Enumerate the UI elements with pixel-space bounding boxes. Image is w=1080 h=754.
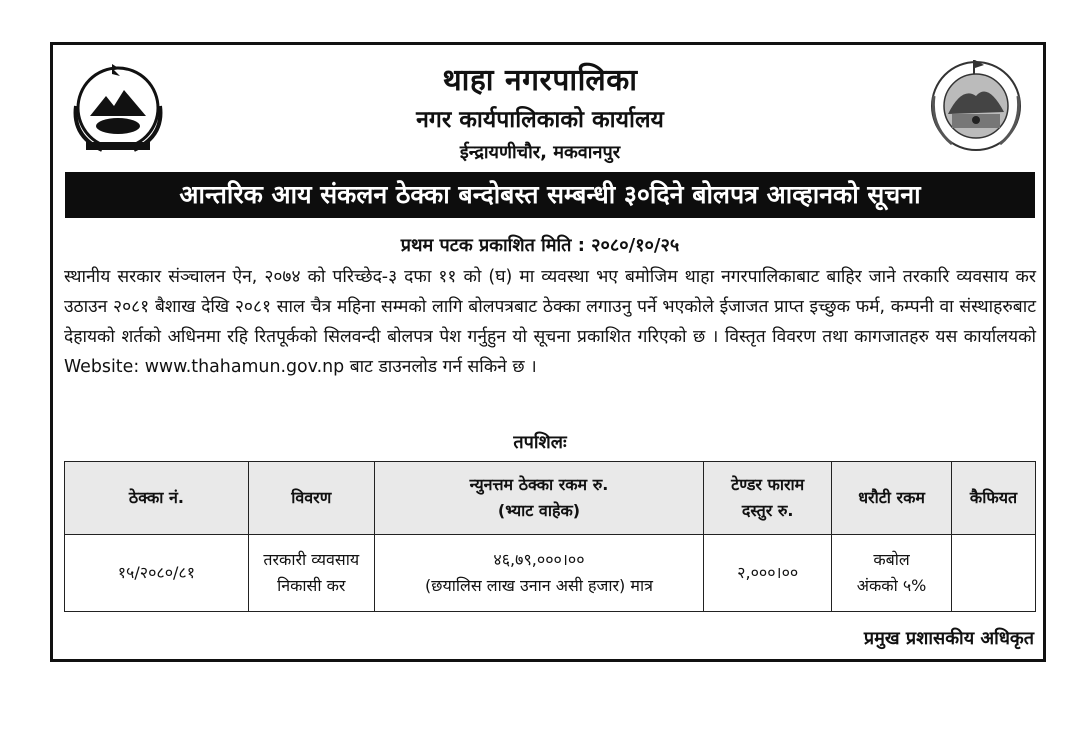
cell-min-amount-words: (छयालिस लाख उनान असी हजार) मात्र (425, 576, 653, 595)
cell-min-amount (374, 535, 704, 612)
header-contract-no: ठेक्का नं. (65, 462, 249, 535)
cell-description-line1: तरकारी व्यवसाय (263, 550, 360, 569)
cell-contract-no: १५/२०८०/८१ (65, 535, 249, 612)
contract-table (64, 461, 1036, 612)
cell-deposit (832, 535, 952, 612)
office-address: ईन्द्रायणीचौर, मकवानपुर (459, 142, 621, 163)
header-min-amount (374, 462, 704, 535)
cell-min-amount-value: ४६,७९,०००।०० (493, 550, 585, 569)
cell-deposit-line2: अंकको ५% (856, 576, 927, 595)
org-name: थाहा नगरपालिका (442, 63, 638, 98)
notice-body: स्थानीय सरकार संञ्चालन ऐन, २०७४ को परिच्छेद-३ दफा ११ को (घ) मा व्यवस्था भए बमोजिम थाहा नगरपालिकाबाट बाहिर जाने तरकारि व्यवसाय कर उठाउन २०८१ बैशाख देखि २०८१ साल चैत्र महिना सम्मको लागि बोलपत्रबाट ठेक्का लगाउनु पर्ने भएकोले ईजाजत प्राप्त इच्छुक फर्म, कम्पनी वा संस्थाहरुबाट देहायको शर्तको अधिनमा रहि रितपूर्कको सिलवन्दी बोलपत्र पेश गर्नुहुन यो सूचना प्रकाशित गरिएको छ । विस्तृत विवरण तथा कागजातहरु यस कार्यालयको Website: www.thahamun.gov.np बाट डाउनलोड गर्न सकिने छ । (64, 267, 1036, 377)
cell-description-line2: निकासी कर (277, 576, 346, 595)
header-description: विवरण (248, 462, 374, 535)
header-min-amount-label: न्युनत्तम ठेक्का रकम रु. (469, 475, 609, 494)
cell-tender-fee: २,०००।०० (704, 535, 832, 612)
cell-description (248, 535, 374, 612)
cell-deposit-line1: कबोल (873, 550, 910, 569)
notice-title: आन्तरिक आय संकलन ठेक्का बन्दोबस्त सम्बन्धी ३०दिने बोलपत्र आव्हानको सूचना (65, 172, 1035, 218)
details-heading: तपशिलः (513, 432, 567, 453)
header-tender-fee-line2: दस्तुर रु. (741, 501, 794, 520)
publish-date: प्रथम पटक प्रकाशित मिति : २०८०/१०/२५ (400, 235, 680, 256)
header-deposit: धरौटी रकम (832, 462, 952, 535)
header-remarks: कैफियत (952, 462, 1036, 535)
header-tender-fee-line1: टेण्डर फाराम (731, 475, 805, 494)
cell-remarks (952, 535, 1036, 612)
header-tender-fee (704, 462, 832, 535)
signature-title: प्रमुख प्रशासकीय अधिकृत (863, 628, 1034, 649)
header-min-amount-note: (भ्याट वाहेक) (497, 501, 581, 520)
table-row (65, 535, 1036, 612)
table-header-row (65, 462, 1036, 535)
office-name: नगर कार्यपालिकाको कार्यालय (416, 107, 664, 133)
